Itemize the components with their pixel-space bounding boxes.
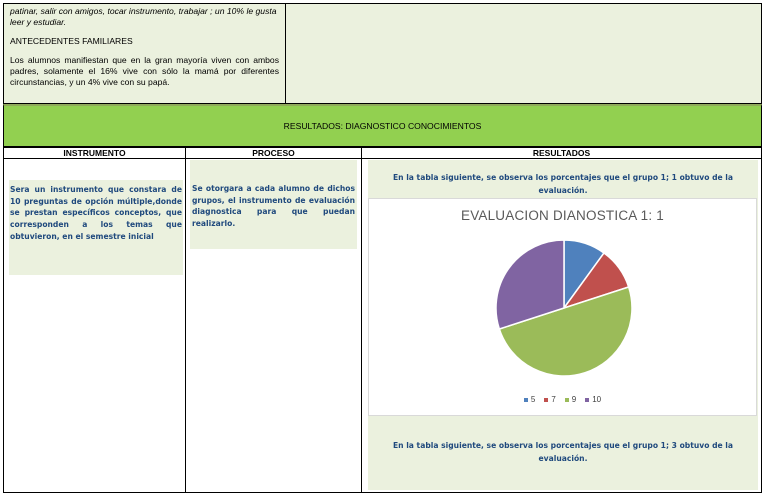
legend-item-5 [524, 395, 535, 404]
proceso-column [185, 147, 362, 493]
proceso-header: PROCESO [186, 147, 361, 159]
legend-swatch [544, 398, 548, 402]
empty-cell [286, 3, 762, 104]
pie-chart [368, 198, 757, 416]
legend-item-9 [565, 395, 576, 404]
instrumento-header: INSTRUMENTO [4, 147, 185, 159]
proceso-text: Se otorgara a cada alumno de dichos grupos, el instrumento de evaluación diagnostica para que puedan realizarlo. [190, 160, 357, 249]
resultados-column [361, 147, 762, 493]
legend-label: 10 [592, 395, 602, 404]
legend-swatch [565, 398, 569, 402]
family-paragraph: Los alumnos manifiestan que en la gran mayoría viven con ambos padres, solamente el 16% vive con sólo la mamá por diferentes circunstancias, y un 4% vive con su papá. [10, 55, 279, 87]
resultados-text-bottom: En la tabla siguiente, se observa los porcentajes que el grupo 1; 3 obtuvo de la evaluación. [392, 441, 734, 463]
resultados-text-top: En la tabla siguiente, se observa los porcentajes que el grupo 1; 1 obtuvo de la evaluación. [392, 173, 734, 195]
hobbies-text: patinar, salir con amigos, tocar instrumento, trabajar ; un 10% le gusta leer y estudiar. [10, 6, 277, 27]
family-heading: ANTECEDENTES FAMILIARES [10, 36, 133, 46]
legend-swatch [524, 398, 528, 402]
chart-title: EVALUACION DIANOSTICA 1: 1 [460, 208, 664, 223]
legend-item-10 [585, 395, 601, 404]
instrumento-column [3, 147, 186, 493]
resultados-header: RESULTADOS [362, 147, 761, 159]
instrumento-text: Sera un instrumento que constara de 10 preguntas de opción múltiple,donde se prestan específicos conceptos, que corresponden a los temas que obtuvieron, en el semestre inicial [9, 180, 183, 275]
legend-label: 7 [551, 395, 556, 404]
background-cell [3, 3, 286, 104]
legend-label: 5 [530, 395, 536, 404]
chart-legend [369, 395, 756, 404]
resultados-content [368, 160, 758, 490]
legend-item-7 [544, 395, 555, 404]
pie-svg [369, 199, 758, 417]
legend-swatch [585, 398, 589, 402]
results-band [3, 104, 762, 147]
results-band-title: RESULTADOS: DIAGNOSTICO CONOCIMIENTOS [283, 121, 482, 131]
legend-label: 9 [571, 395, 577, 404]
